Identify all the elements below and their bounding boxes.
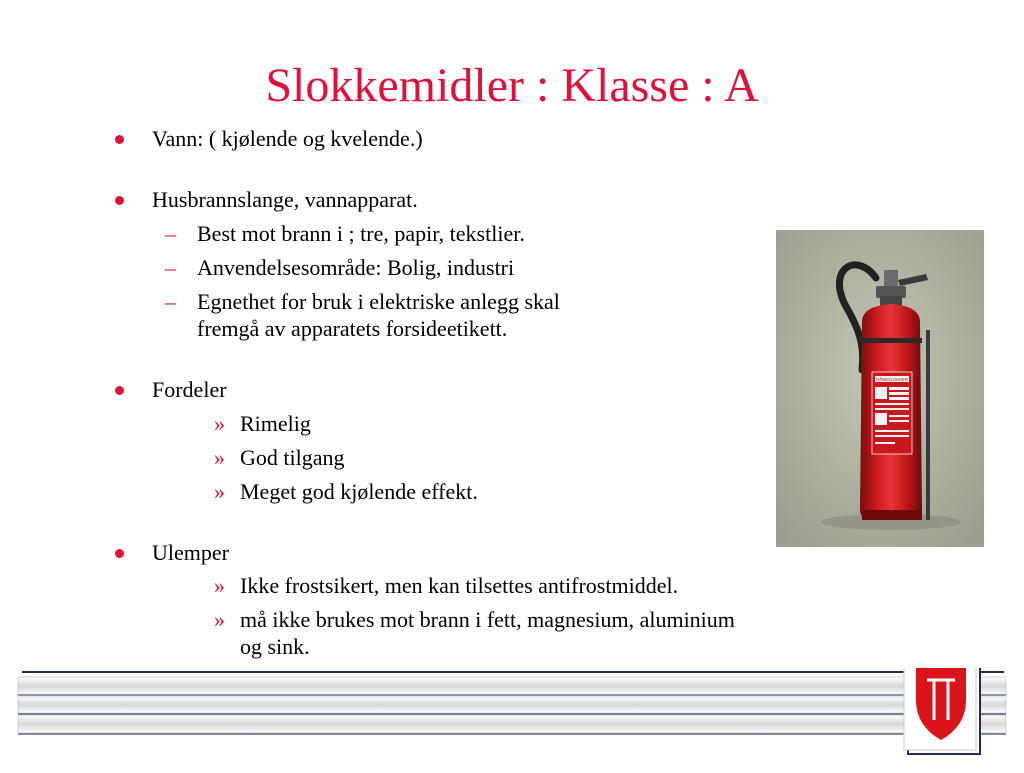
sub-bullet-egnethet [165, 289, 560, 315]
raquo-marker: » [214, 479, 225, 504]
sub-bullet-text: Egnethet for bruk i elektriske anlegg skal [197, 289, 560, 314]
bullet-dot [115, 196, 124, 205]
sub-sub-bullet-text: Meget god kjølende effekt. [240, 479, 478, 504]
bullet-text: Fordeler [152, 377, 227, 402]
footer-decoration [0, 668, 1024, 768]
dash-marker: – [165, 221, 176, 246]
bullet-dot [115, 135, 124, 144]
raquo-marker: » [214, 607, 225, 632]
sub-sub-bullet-fett-cont [240, 634, 310, 660]
bullet-text: Ulemper [152, 540, 229, 565]
sub-sub-bullet-fett [214, 607, 735, 633]
sub-sub-bullet-kjolende [214, 479, 478, 505]
sub-sub-bullet-god-tilgang [214, 445, 345, 471]
sub-sub-bullet-rimelig [214, 411, 311, 437]
sub-sub-bullet-text: God tilgang [240, 445, 345, 470]
fire-extinguisher-photo [776, 230, 984, 547]
bullet-vann [152, 126, 423, 152]
bullet-ulemper [152, 540, 229, 566]
footer-bars [0, 668, 1024, 768]
bullet-husbrannslange [152, 187, 418, 213]
sub-bullet-text: Anvendelsesområde: Bolig, industri [197, 255, 515, 280]
sub-bullet-best-mot [165, 221, 525, 247]
sub-bullet-text: Best mot brann i ; tre, papir, tekstlier. [197, 221, 525, 246]
slide-title: Slokkemidler : Klasse : A [265, 59, 759, 112]
sub-bullet-egnethet-cont [197, 316, 507, 342]
sub-bullet-anvendelse [165, 255, 515, 281]
sub-sub-bullet-text: Rimelig [240, 411, 311, 436]
raquo-marker: » [214, 445, 225, 470]
raquo-marker: » [214, 573, 225, 598]
sub-sub-bullet-text: må ikke brukes mot brann i fett, magnesium, aluminium [240, 607, 735, 632]
bullet-dot [115, 549, 124, 558]
extinguisher-label-text: HÅNDSLOKKER [876, 377, 908, 382]
sub-sub-bullet-text: og sink. [240, 634, 310, 659]
sub-sub-bullet-text: Ikke frostsikert, men kan tilsettes antifrostmiddel. [240, 573, 679, 598]
bullet-dot [115, 386, 124, 395]
sub-bullet-text: fremgå av apparatets forsideetikett. [197, 316, 508, 341]
raquo-marker: » [214, 411, 225, 436]
fire-extinguisher-icon [776, 230, 984, 547]
bullet-text: Vann: ( kjølende og kvelende.) [152, 126, 423, 151]
bullet-fordeler [152, 377, 227, 403]
bullet-text: Husbrannslange, vannapparat. [152, 187, 418, 212]
dash-marker: – [165, 255, 176, 280]
dash-marker: – [165, 289, 176, 314]
sub-sub-bullet-frostsikert [214, 573, 679, 599]
